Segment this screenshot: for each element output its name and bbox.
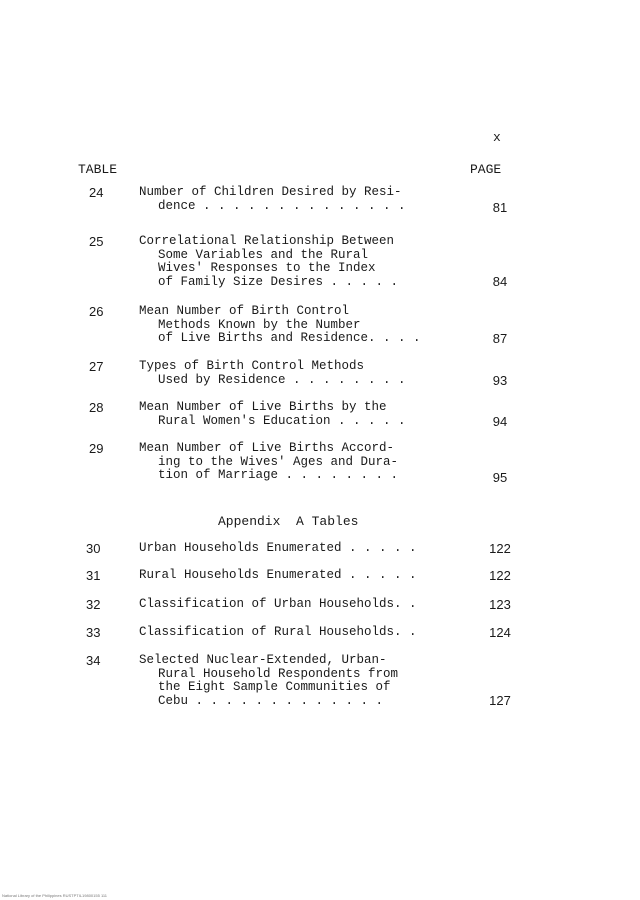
title-line: Rural Households Enumerated . . . . . [139, 568, 417, 582]
page-ref: 81 [492, 200, 508, 215]
title-line: Mean Number of Live Births by the [139, 400, 387, 414]
table-number: 24 [89, 185, 104, 200]
page-ref: 122 [489, 568, 511, 583]
table-number: 34 [86, 653, 101, 668]
table-number: 28 [89, 400, 104, 415]
table-title [139, 626, 469, 640]
table-title [139, 442, 469, 483]
page-ref: 87 [492, 331, 508, 346]
title-line: Mean Number of Live Births Accord- [139, 441, 395, 455]
page-ref: 122 [489, 541, 511, 556]
table-number: 25 [89, 234, 104, 249]
title-line: of Live Births and Residence. . . . [158, 331, 421, 345]
table-title [139, 235, 469, 289]
table-title [139, 542, 469, 556]
page-ref: 84 [492, 274, 508, 289]
page-ref: 127 [489, 693, 511, 708]
table-title [139, 186, 469, 213]
title-line: Selected Nuclear-Extended, Urban- [139, 653, 387, 667]
title-line: ing to the Wives' Ages and Dura- [158, 454, 399, 469]
title-line: Wives' Responses to the Index [158, 261, 376, 275]
page-column-header: PAGE [470, 162, 502, 177]
page-ref: 123 [489, 597, 511, 612]
table-title [139, 305, 469, 346]
title-line: Correlational Relationship Between [139, 234, 395, 248]
table-title [139, 654, 469, 708]
title-line: Types of Birth Control Methods [139, 359, 365, 373]
title-line: of Family Size Desires . . . . . [158, 274, 399, 289]
table-number: 27 [89, 359, 104, 374]
table-title [139, 360, 469, 387]
appendix-heading: Appendix A Tables [218, 514, 359, 529]
title-line: dence . . . . . . . . . . . . . . [158, 198, 406, 213]
title-line: Classification of Urban Households. . [139, 597, 417, 611]
table-number: 31 [86, 568, 101, 583]
title-line: Rural Women's Education . . . . . [158, 413, 406, 428]
page-ref: 124 [489, 625, 511, 640]
title-line: Cebu . . . . . . . . . . . . . [158, 693, 384, 708]
table-number: 29 [89, 441, 104, 456]
title-line: Rural Household Respondents from [158, 666, 399, 681]
table-title [139, 401, 469, 428]
title-line: Number of Children Desired by Resi- [139, 185, 402, 199]
table-number: 33 [86, 625, 101, 640]
table-title [139, 569, 469, 583]
page-number: x [493, 130, 501, 145]
page-ref: 95 [492, 470, 508, 485]
title-line: Used by Residence . . . . . . . . [158, 372, 406, 387]
title-line: tion of Marriage . . . . . . . . [158, 468, 399, 482]
title-line: the Eight Sample Communities of [158, 680, 391, 694]
title-line: Urban Households Enumerated . . . . . [139, 541, 417, 555]
title-line: Some Variables and the Rural [158, 247, 369, 262]
title-line: Mean Number of Birth Control [139, 304, 350, 318]
title-line: Methods Known by the Number [158, 317, 361, 332]
title-line: Classification of Rural Households. . [139, 625, 417, 639]
table-column-header: TABLE [78, 162, 118, 177]
footer-note: National Library of the Philippines RUSTPTIL19800155 111 [2, 893, 108, 898]
page-ref: 93 [492, 373, 508, 388]
table-number: 32 [86, 597, 101, 612]
table-title [139, 598, 469, 612]
table-number: 26 [89, 304, 104, 319]
page-ref: 94 [492, 414, 508, 429]
table-number: 30 [86, 541, 101, 556]
